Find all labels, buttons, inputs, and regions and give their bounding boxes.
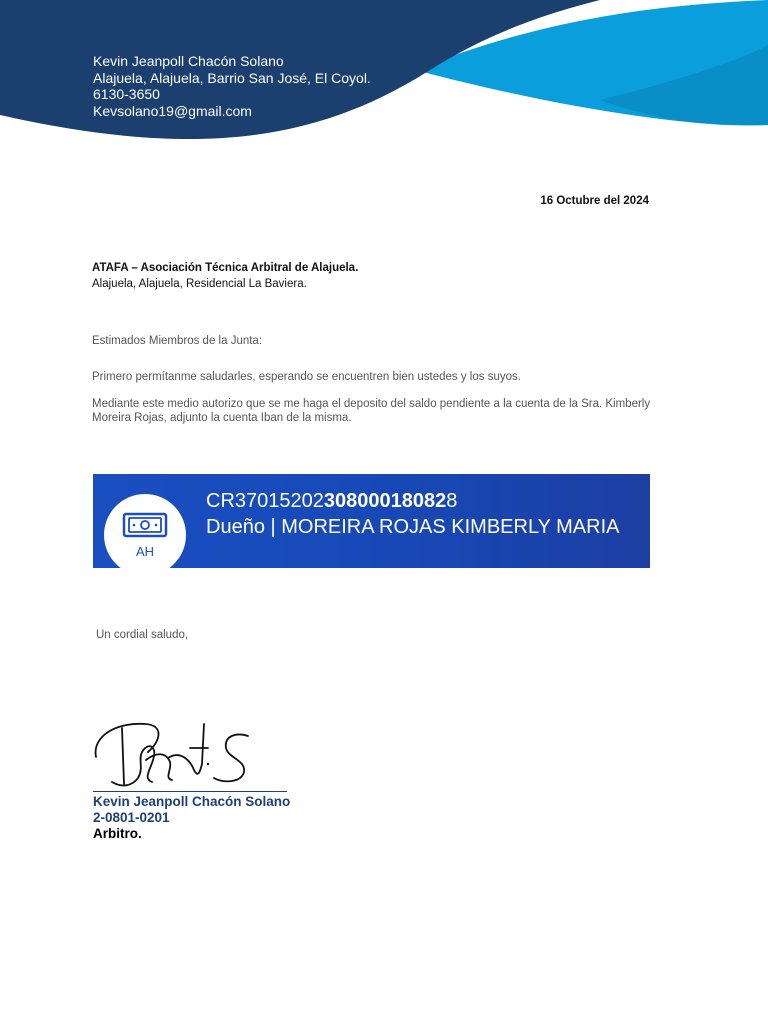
letter-date: 16 Octubre del 2024 — [540, 195, 649, 207]
recipient-address: Alajuela, Alajuela, Residencial La Baviera. — [92, 278, 307, 290]
iban-number-suffix: 8 — [446, 490, 458, 512]
iban-number-bold: 30800018082 — [323, 490, 447, 512]
sender-info — [93, 53, 371, 119]
handwritten-signature — [90, 712, 260, 792]
account-badge — [104, 494, 186, 568]
iban-card — [93, 474, 650, 568]
iban-number-prefix: CR37015202 — [206, 490, 324, 512]
letter-greeting: Estimados Miembros de la Junta: — [92, 335, 263, 347]
signer-block — [93, 794, 290, 842]
letter-paragraph-2: Mediante este medio autorizo que se me haga el deposito del saldo pendiente a la cuenta de la Sra. Kimberly Moreira Rojas, adjunto la cuenta Iban de la misma. — [92, 398, 651, 424]
iban-owner: Dueño | MOREIRA ROJAS KIMBERLY MARIA — [206, 516, 620, 538]
recipient-block — [92, 260, 358, 292]
banknote-icon — [122, 512, 168, 538]
signer-id: 2-0801-0201 — [93, 810, 170, 825]
sender-name: Kevin Jeanpoll Chacón Solano — [93, 53, 284, 69]
letter-closing: Un cordial saludo, — [96, 629, 189, 641]
sender-phone: 6130-3650 — [93, 86, 160, 102]
signer-name: Kevin Jeanpoll Chacón Solano — [93, 794, 291, 809]
iban-number — [206, 488, 636, 514]
sender-email: Kevsolano19@gmail.com — [93, 102, 252, 119]
iban-text — [206, 488, 636, 540]
recipient-org: ATAFA – Asociación Técnica Arbitral de Alajuela. — [92, 262, 359, 274]
sender-address: Alajuela, Alajuela, Barrio San José, El Coyol. — [93, 69, 371, 86]
signer-role: Arbitro. — [93, 826, 142, 841]
signature-line — [93, 791, 287, 792]
account-type-label: AH — [135, 544, 155, 559]
letter-paragraph-1: Primero permítanme saludarles, esperando se encuentren bien ustedes y los suyos. — [92, 371, 521, 383]
